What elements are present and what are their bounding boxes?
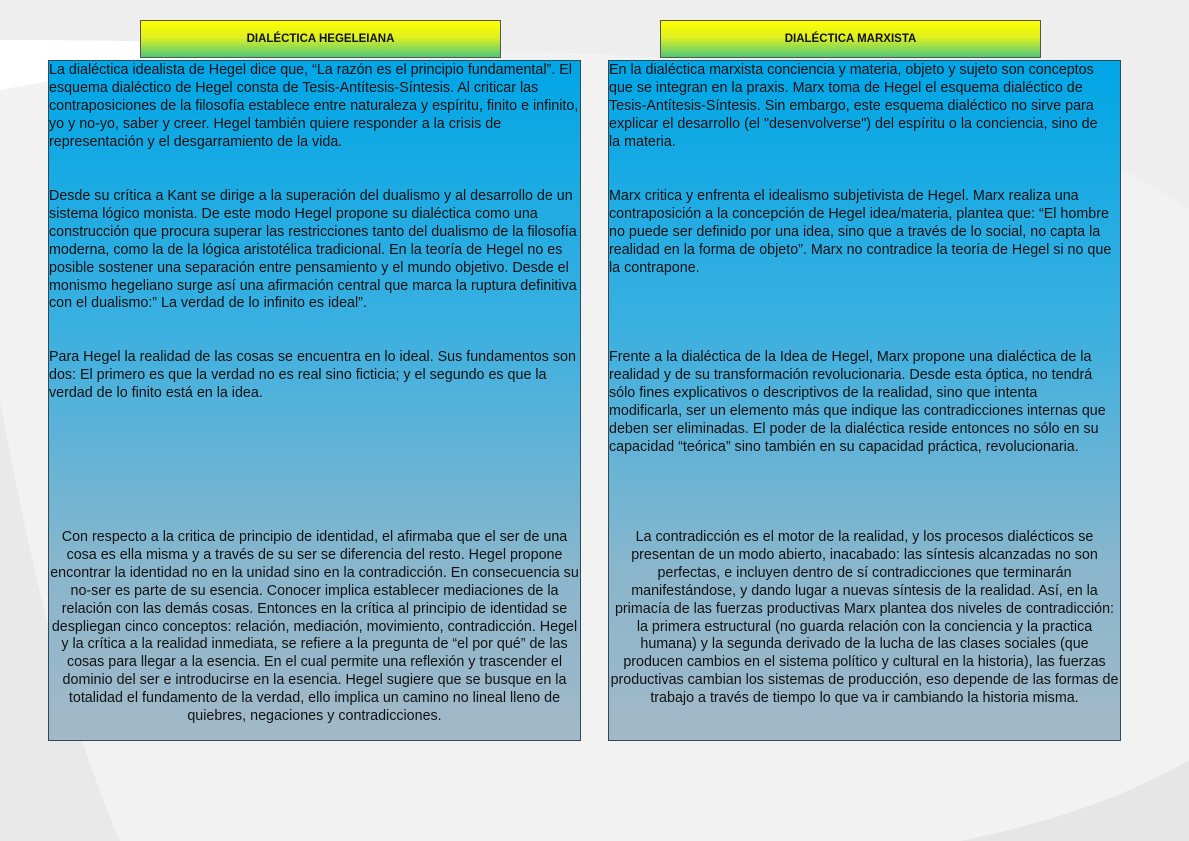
column-hegel [48, 60, 581, 741]
hegel-paragraph-2: Desde su crítica a Kant se dirige a la superación del dualismo y al desarrollo de un sistema lógico monista. De este modo Hegel propone su dialéctica como una construcción que procura superar las restricciones tanto del dualismo de la filosofía moderna, como la de la lógica aristotélica tradicional. En la teoría de Hegel no es posible sostener una separación entre pensamiento y el mundo objetivo. Desde el monismo hegeliano surge así una afirmación central que marca la ruptura definitiva con el dualismo:” La verdad de lo infinito es ideal”. [49, 188, 577, 312]
hegel-paragraph-1: La dialéctica idealista de Hegel dice que, “La razón es el principio fundamental”. El esquema dialéctico de Hegel consta de Tesis-Antítesis-Síntesis. Al criticar las contraposiciones de la filosofía establece entre naturaleza y espíritu, finito e infinito, yo y no-yo, saber y creer. Hegel también quiere responder a la crisis de representación y el desgarramiento de la vida. [49, 62, 579, 150]
hegel-paragraph-4: Con respecto a la critica de principio de identidad, el afirmaba que el ser de una cosa es ella misma y a través de su ser se diferencia del resto. Hegel propone encontrar la identidad no en la unidad sino en la contradicción. En consecuencia su no-ser es parte de su esencia. Conocer implica establecer mediaciones de la relación con las demás cosas. Entonces en la crítica al principio de identidad se despliegan cinco conceptos: relación, mediación, movimiento, contradicción. Hegel y la crítica a la realidad inmediata, se refiere a la pregunta de “el por qué” de las cosas para llegar a la esencia. En el cual permite una reflexión y trascender el dominio del ser e introducirse en la esencia. Hegel sugiere que se busque en la totalidad el fundamento de la verdad, ello implica un camino no lineal lleno de quiebres, negaciones y contradicciones. [50, 529, 579, 725]
marx-paragraph-4: La contradicción es el motor de la realidad, y los procesos dialécticos se presentan de un modo abierto, inacabado: las síntesis alcanzadas no son perfectas, e incluyen dentro de sí contradicciones que terminarán manifestándose, y dando lugar a nuevas síntesis de la realidad. Así, en la primacía de las fuerzas productivas Marx plantea dos niveles de contradicción: la primera estructural (no guarda relación con la conciencia y la practica humana) y la segunda derivado de la lucha de las clases sociales (que producen cambios en el sistema político y cultural en la historia), las fuerzas productivas cambian los sistemas de producción, eso depende de las formas de trabajo a través de tiempo lo que va ir cambiando la historia misma. [610, 529, 1119, 707]
marx-paragraph-3: Frente a la dialéctica de la Idea de Hegel, Marx propone una dialéctica de la realidad y de su transformación revolucionaria. Desde esta óptica, no tendrá sólo fines explicativos o descriptivos de la realidad, sino que intenta modificarla, ser un elemento más que indique las contradicciones internas que deben ser eliminadas. El poder de la dialéctica reside entonces no sólo en su capacidad “teórica” sino también en su capacidad práctica, revolucionaria. [609, 349, 1106, 455]
marx-paragraph-2: Marx critica y enfrenta el idealismo subjetivista de Hegel. Marx realiza una contraposición a la concepción de Hegel idea/materia, plantea que: “El hombre no puede ser definido por una idea, sino que a través de lo social, no capta la realidad en la forma de objeto”. Marx no contradice la teoría de Hegel si no que la contrapone. [609, 188, 1112, 276]
header-marx [660, 20, 1041, 58]
header-hegel [140, 20, 501, 58]
column-marx [608, 60, 1121, 741]
marx-paragraph-1: En la dialéctica marxista conciencia y materia, objeto y sujeto son conceptos que se integran en la praxis. Marx toma de Hegel el esquema dialéctico de Tesis-Antítesis-Síntesis. Sin embargo, este esquema dialéctico no sirve para explicar el desarrollo (el "desenvolverse") del espíritu o la conciencia, sino de la materia. [609, 62, 1098, 150]
header-hegel-label: DIALÉCTICA HEGELEIANA [246, 33, 395, 45]
header-marx-label: DIALÉCTICA MARXISTA [784, 33, 917, 45]
hegel-paragraph-3: Para Hegel la realidad de las cosas se encuentra en lo ideal. Sus fundamentos son dos: El primero es que la verdad no es real sino ficticia; y el segundo es que la verdad de lo finito está en la idea. [49, 349, 576, 401]
